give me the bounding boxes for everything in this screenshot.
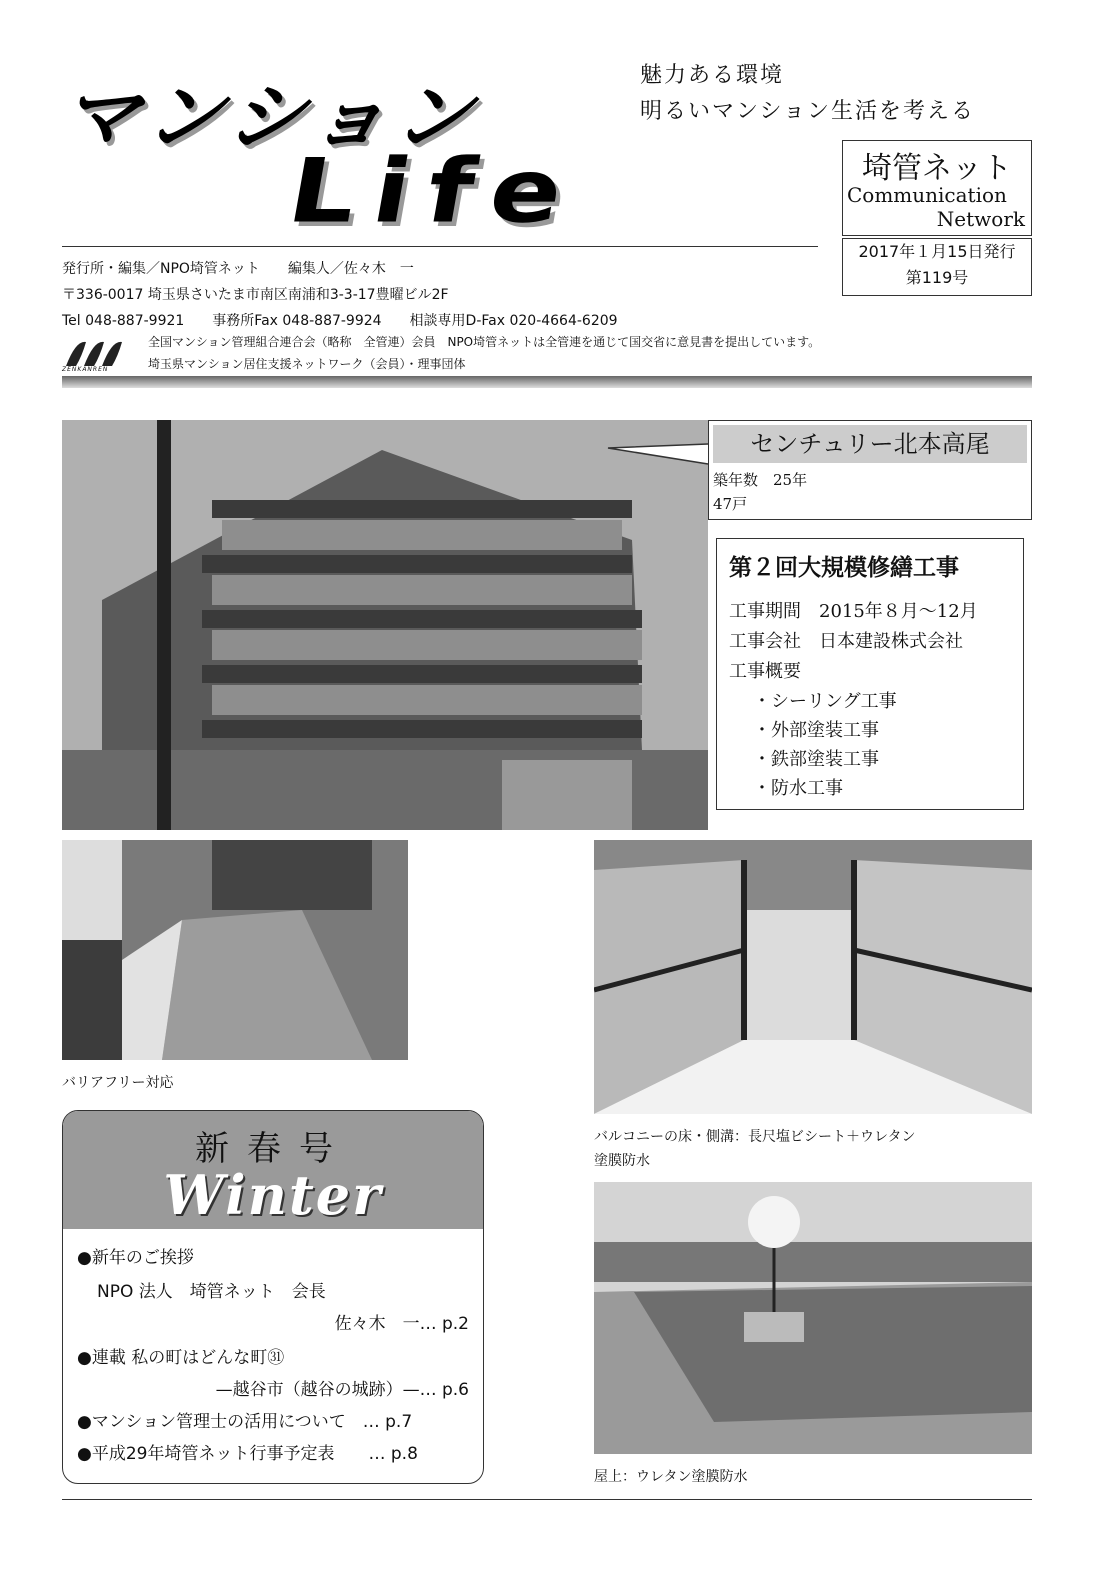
contents-box	[62, 1110, 484, 1484]
tagline-2: 明るいマンション生活を考える	[640, 99, 976, 124]
repair-item: ・シーリング工事	[753, 691, 897, 712]
toc-item: ●新年のご挨拶	[77, 1248, 194, 1268]
balcony-photo	[594, 840, 1032, 1114]
repair-title: 第２回大規模修繕工事	[729, 555, 959, 581]
roof-caption: 屋上：ウレタン塗膜防水	[594, 1469, 748, 1485]
footer-rule	[62, 1499, 1032, 1500]
building-units: 47戸	[713, 495, 748, 513]
winter-title: Winter	[163, 1163, 383, 1227]
logo-life: Life	[280, 139, 589, 243]
building-age: 築年数 25年	[713, 471, 808, 489]
balcony-caption-1: バルコニーの床・側溝：長尺塩ビシート＋ウレタン	[594, 1129, 916, 1145]
brand-en2: Network	[936, 207, 1025, 231]
header-bar	[62, 376, 1032, 388]
publisher-line: 発行所・編集／NPO埼管ネット 編集人／佐々木 一	[62, 261, 414, 277]
issue-season: 新春号	[195, 1129, 351, 1169]
affiliation-1: 全国マンション管理組合連合会（略称 全管連）会員 NPO埼管ネットは全管連を通じて国交省に意見書を提出しています。	[148, 335, 821, 349]
balcony-caption-2: 塗膜防水	[594, 1153, 650, 1169]
entrance-photo	[62, 840, 408, 1060]
tagline-1: 魅力ある環境	[640, 63, 785, 88]
entrance-caption: バリアフリー対応	[62, 1075, 174, 1091]
zenkanren-label: ZENKANREN	[62, 366, 109, 373]
brand-box	[842, 140, 1032, 236]
brand-en1: Communication	[847, 183, 1007, 207]
issue-date: 2017年１月15日発行	[858, 242, 1016, 261]
callout-pointer	[600, 440, 710, 470]
contents-header	[63, 1111, 483, 1229]
toc-item: 佐々木 一… p.2	[334, 1314, 469, 1334]
repair-item: ・外部塗装工事	[753, 720, 879, 741]
building-name: センチュリー北本高尾	[713, 425, 1027, 463]
toc-item: —越谷市（越谷の城跡）—… p.6	[215, 1380, 469, 1400]
address-line: 〒336-0017 埼玉県さいたま市南区南浦和3-3-17豊曜ビル2F	[62, 287, 449, 303]
repair-company: 工事会社 日本建設株式会社	[729, 631, 963, 652]
repair-period: 工事期間 2015年８月～12月	[729, 601, 978, 622]
logo-manshon: マンション	[54, 73, 484, 163]
building-photo	[62, 420, 708, 830]
toc-item: ●マンション管理士の活用について … p.7	[77, 1412, 413, 1432]
repair-item: ・防水工事	[753, 778, 843, 799]
roof-photo	[594, 1182, 1032, 1454]
affiliation-2: 埼玉県マンション居住支援ネットワーク（会員）・理事団体	[148, 357, 466, 371]
toc-item: ●平成29年埼管ネット行事予定表 … p.8	[77, 1444, 418, 1464]
contact-line: Tel 048-887-9921 事務所Fax 048-887-9924 相談専用D-Fax 020-4664-6209	[62, 313, 618, 329]
issue-number: 第119号	[905, 268, 969, 287]
repair-box	[716, 538, 1024, 810]
brand-jp: 埼管ネット	[862, 151, 1012, 186]
repair-item: ・鉄部塗装工事	[753, 749, 879, 770]
issue-box	[842, 238, 1032, 296]
repair-summary: 工事概要	[729, 661, 801, 682]
header-rule	[62, 246, 818, 247]
building-name-box	[708, 420, 1032, 520]
toc-item: ●連載 私の町はどんな町㉛	[77, 1348, 285, 1368]
toc-item: NPO 法人 埼管ネット 会長	[97, 1282, 326, 1302]
